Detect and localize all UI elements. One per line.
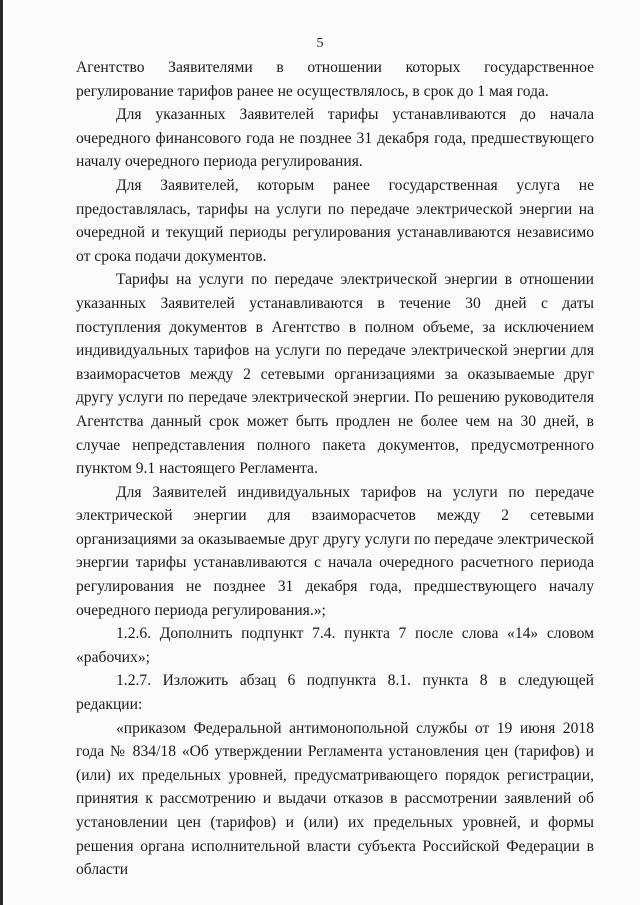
paragraph: «приказом Федеральной антимонопольной службы от 19 июня 2018 года № 834/18 «Об утверждении Регламента установления цен (тарифов) и (или) их предельных уровней, предусматривающего порядок регистрации, принятия к рассмотрению и выдачи отказов в рассмотрении заявлений об установлении цен (тарифов) и (или) их предельных уровней, и формы решения органа исполнительной власти субъекта Российской Федерации в области: [76, 719, 594, 879]
paragraph: Для указанных Заявителей тарифы устанавливаются до начала очередного финансового года не позднее 31 декабря года, предшествующего началу очередного периода регулирования.: [76, 106, 594, 171]
page-number: 5: [316, 36, 324, 51]
paragraph: 1.2.6. Дополнить подпункт 7.4. пункта 7 после слова «14» словом «рабочих»;: [76, 625, 594, 666]
paragraph: Тарифы на услуги по передаче электрической энергии в отношении указанных Заявителей устанавливаются в течение 30 дней с даты поступления документов в Агентство в полном объеме, за исключением индивидуальных тарифов на услуги по передаче электрической энергии для взаиморасчетов между 2 сетевыми организациями за оказываемые друг другу услуги по передаче электрической энергии. По решению руководителя Агентства данный срок может быть продлен не более чем на 30 дней, в случае непредставления полного пакета документов, предусмотренного пунктом 9.1 настоящего Регламента.: [76, 271, 594, 478]
paragraph: Для Заявителей индивидуальных тарифов на услуги по передаче электрической энергии для взаиморасчетов между 2 сетевыми организациями за оказываемые друг другу услуги по передаче электрической энергии тарифы устанавливаются с начала очередного расчетного периода регулирования не позднее 31 декабря года, предшествующего началу очередного периода регулирования.»;: [76, 483, 594, 619]
document-body: [76, 56, 594, 882]
paragraph: Для Заявителей, которым ранее государственная услуга не предоставлялась, тарифы на услуги по передаче электрической энергии на очередной и текущий периоды регулирования устанавливаются независимо от срока подачи документов.: [76, 176, 594, 265]
paragraph: 1.2.7. Изложить абзац 6 подпункта 8.1. пункта 8 в следующей редакции:: [76, 672, 594, 714]
paragraph-continuation: Агентство Заявителями в отношении которых государственное регулирование тарифов ранее не осуществлялось, в срок до 1 мая года.: [76, 59, 594, 100]
